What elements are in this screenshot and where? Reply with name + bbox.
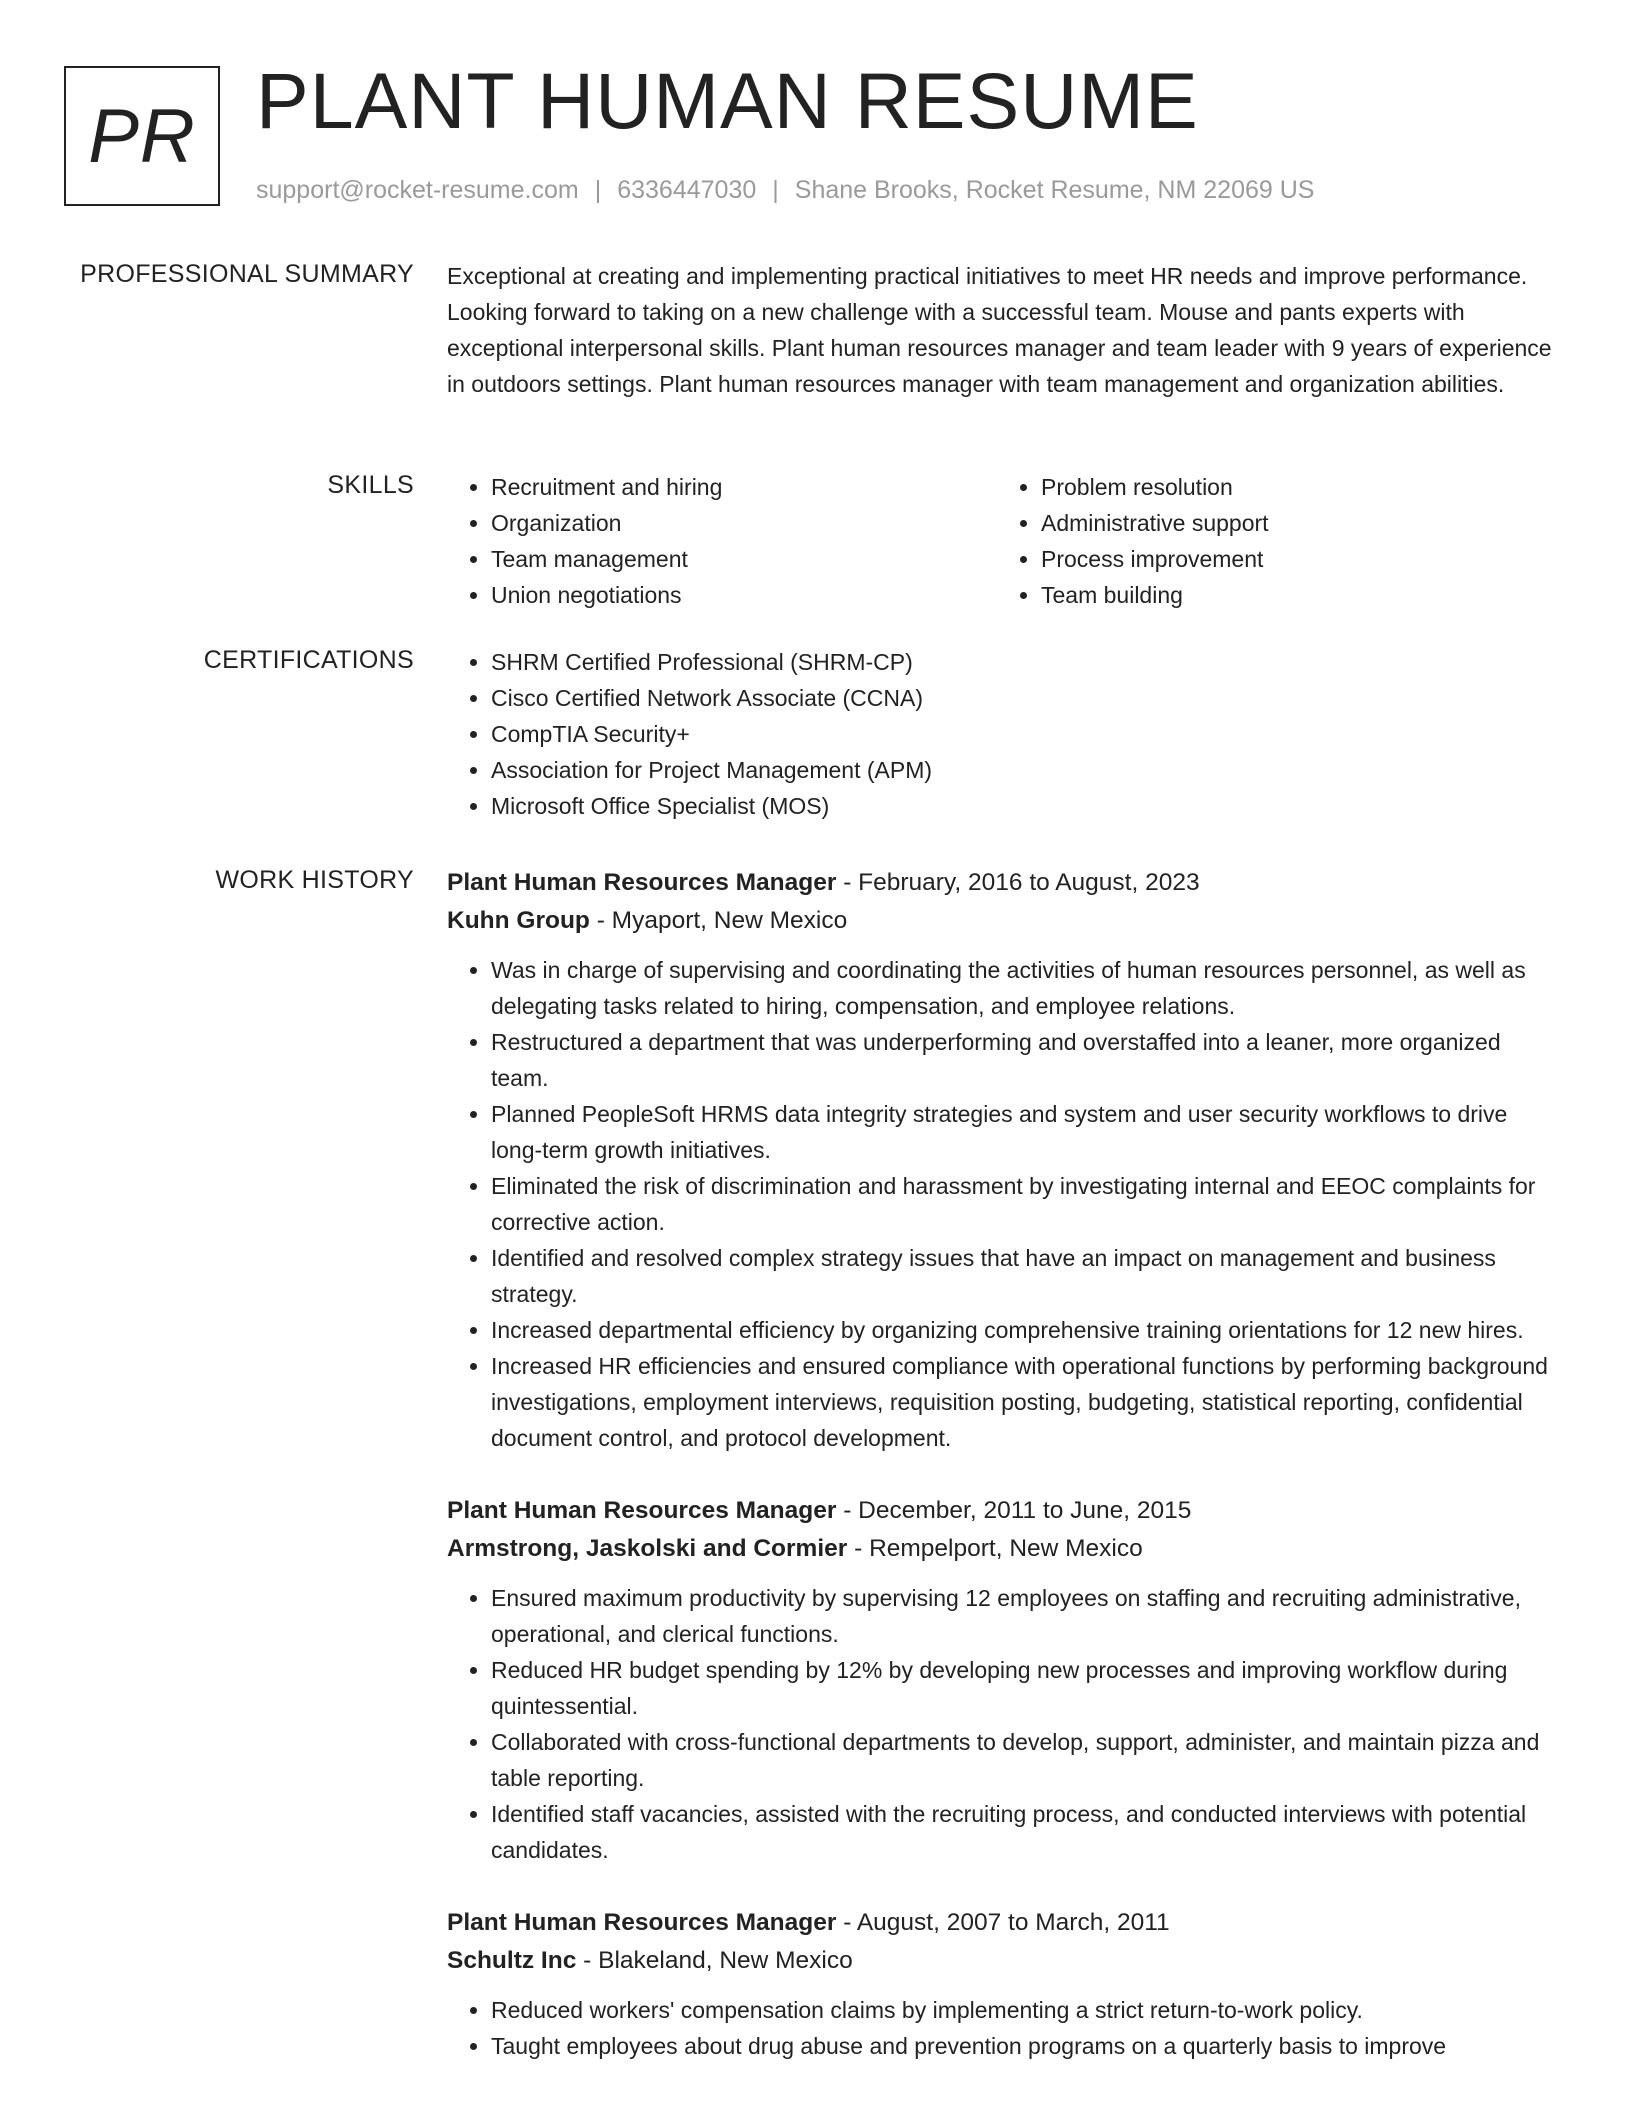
job-bullet: • Restructured a department that was underperforming and overstaffed into a leaner, more organized team. <box>491 1024 1562 1096</box>
skills-body <box>447 469 1562 613</box>
job-location: - Blakeland, New Mexico <box>576 1947 853 1974</box>
job-company-line <box>447 1530 1562 1568</box>
job-bullet: • Identified and resolved complex strategy issues that have an impact on management and business strategy. <box>491 1240 1562 1312</box>
job-bullets <box>447 1992 1562 2064</box>
job-role: Plant Human Resources Manager <box>447 869 837 896</box>
job-bullet: • Planned PeopleSoft HRMS data integrity strategies and system and user security workflows to drive long-term growth initiatives. <box>491 1096 1562 1168</box>
certification-item: • Association for Project Management (APM) <box>491 752 1562 788</box>
work-history-body <box>447 864 1562 2064</box>
contact-email[interactable]: support@rocket-resume.com <box>256 176 579 204</box>
job-role: Plant Human Resources Manager <box>447 1909 837 1936</box>
skills-list-right <box>997 469 1547 613</box>
skills-list-left <box>447 469 997 613</box>
job-entry <box>447 1492 1562 1868</box>
job-bullet: • Taught employees about drug abuse and prevention programs on a quarterly basis to improve <box>491 2028 1562 2064</box>
section-title-certifications: CERTIFICATIONS <box>203 646 414 674</box>
job-company-line <box>447 902 1562 940</box>
job-entry <box>447 864 1562 1456</box>
skills-column-left <box>447 469 997 613</box>
skill-item: • Problem resolution <box>1041 469 1547 505</box>
job-bullet: • Collaborated with cross-functional departments to develop, support, administer, and maintain pizza and table reporting. <box>491 1724 1562 1796</box>
job-bullets <box>447 1580 1562 1868</box>
job-title-line <box>447 1904 1562 1942</box>
job-bullets <box>447 952 1562 1456</box>
job-title-line <box>447 864 1562 902</box>
job-location: - Rempelport, New Mexico <box>847 1535 1143 1562</box>
contact-separator: | <box>772 176 779 204</box>
job-company-line <box>447 1942 1562 1980</box>
certifications-list <box>447 644 1562 824</box>
skill-item: • Team building <box>1041 577 1547 613</box>
resume-name: PLANT HUMAN RESUME <box>256 56 1199 145</box>
skill-item: • Organization <box>491 505 997 541</box>
job-bullet: • Increased HR efficiencies and ensured compliance with operational functions by performing background investigations, employment interviews, requisition posting, budgeting, statistical reporting, confidential document control, and protocol development. <box>491 1348 1562 1456</box>
job-bullet: • Reduced HR budget spending by 12% by developing new processes and improving workflow during quintessential. <box>491 1652 1562 1724</box>
monogram-logo: PR <box>64 66 220 206</box>
job-bullet: • Reduced workers' compensation claims by implementing a strict return-to-work policy. <box>491 1992 1562 2028</box>
contact-separator: | <box>594 176 602 204</box>
section-title-work-history: WORK HISTORY <box>215 866 414 894</box>
skill-item: • Union negotiations <box>491 577 997 613</box>
skills-column-right <box>997 469 1547 613</box>
job-bullet: • Increased departmental efficiency by organizing comprehensive training orientations for 12 new hires. <box>491 1312 1562 1348</box>
job-company: Kuhn Group <box>447 907 590 934</box>
skills-grid <box>447 469 1562 613</box>
certification-item: • Cisco Certified Network Associate (CCNA) <box>491 680 1562 716</box>
job-company: Armstrong, Jaskolski and Cormier <box>447 1535 848 1562</box>
skill-item: • Administrative support <box>1041 505 1547 541</box>
job-dates: - August, 2007 to March, 2011 <box>836 1909 1170 1936</box>
job-bullet: • Eliminated the risk of discrimination and harassment by investigating internal and EEOC complaints for corrective action. <box>491 1168 1562 1240</box>
job-dates: - December, 2011 to June, 2015 <box>836 1497 1192 1524</box>
contact-address: Shane Brooks, Rocket Resume, NM 22069 US <box>794 176 1315 204</box>
job-company: Schultz Inc <box>447 1947 577 1974</box>
job-bullet: • Identified staff vacancies, assisted with the recruiting process, and conducted interviews with potential candidates. <box>491 1796 1562 1868</box>
skill-item: • Team management <box>491 541 997 577</box>
skill-item: • Process improvement <box>1041 541 1547 577</box>
contact-line <box>256 174 1314 206</box>
section-title-summary: PROFESSIONAL SUMMARY <box>80 260 414 288</box>
job-title-line <box>447 1492 1562 1530</box>
certifications-body <box>447 644 1562 824</box>
job-dates: - February, 2016 to August, 2023 <box>836 869 1200 896</box>
job-bullet: • Ensured maximum productivity by supervising 12 employees on staffing and recruiting administrative, operational, and clerical functions. <box>491 1580 1562 1652</box>
summary-body <box>447 258 1562 402</box>
certification-item: • CompTIA Security+ <box>491 716 1562 752</box>
job-entry <box>447 1904 1562 2064</box>
certification-item: • SHRM Certified Professional (SHRM-CP) <box>491 644 1562 680</box>
job-bullet: • Was in charge of supervising and coordinating the activities of human resources personnel, as well as delegating tasks related to hiring, compensation, and employee relations. <box>491 952 1562 1024</box>
skill-item: • Recruitment and hiring <box>491 469 997 505</box>
section-title-skills: SKILLS <box>327 471 414 499</box>
job-role: Plant Human Resources Manager <box>447 1497 837 1524</box>
summary-text: Exceptional at creating and implementing practical initiatives to meet HR needs and improve performance. Looking forward to taking on a new challenge with a successful team. Mouse and pants experts with exceptional interpersonal skills. Plant human resources manager and team leader with 9 years of experience in outdoors settings. Plant human resources manager with team management and organization abilities. <box>447 263 1552 397</box>
contact-phone[interactable]: 6336447030 <box>617 176 757 204</box>
job-location: - Myaport, New Mexico <box>589 907 848 934</box>
certification-item: • Microsoft Office Specialist (MOS) <box>491 788 1562 824</box>
